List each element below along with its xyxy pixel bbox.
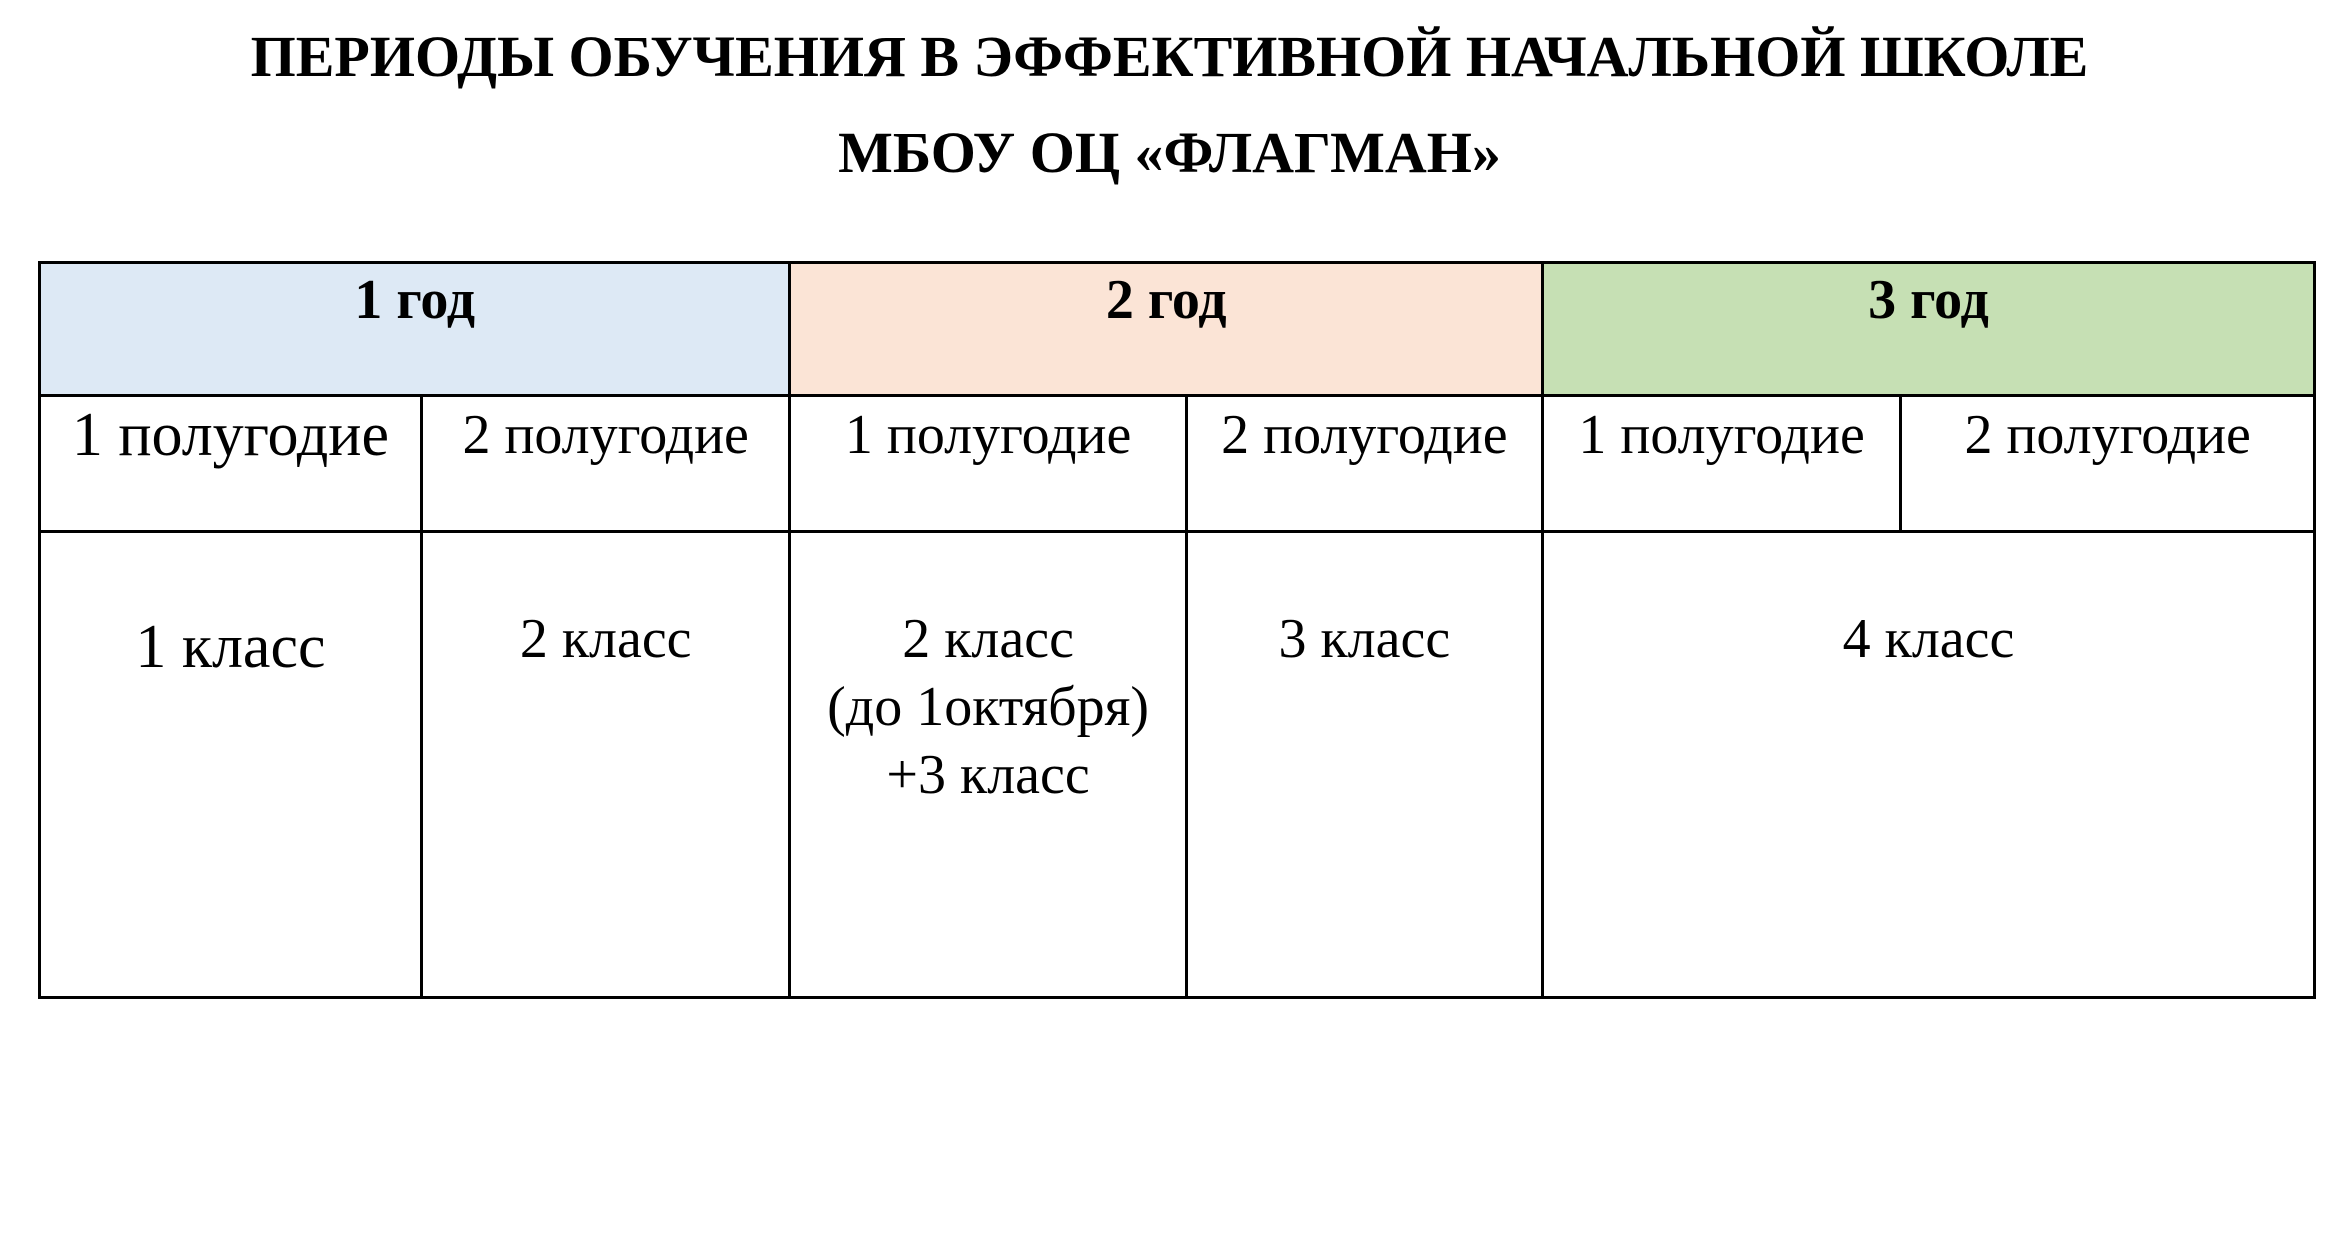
page-subtitle: МБОУ ОЦ «ФЛАГМАН» <box>838 120 1501 185</box>
page-title: ПЕРИОДЫ ОБУЧЕНИЯ В ЭФФЕКТИВНОЙ НАЧАЛЬНОЙ ШКОЛЕ <box>250 24 2089 89</box>
year-1-half-2-class: 2 класс <box>421 532 790 998</box>
year-2-half-1-class <box>790 532 1186 998</box>
year-1-half-1-class: 1 класс <box>40 532 422 998</box>
year-3-half-2: 2 полугодие <box>1901 396 2315 532</box>
class-note: (до 1октября) <box>827 676 1150 738</box>
year-2-half-2: 2 полугодие <box>1186 396 1542 532</box>
year-3-header: 3 год <box>1542 263 2314 396</box>
year-1-half-2: 2 полугодие <box>421 396 790 532</box>
year-2-header: 2 год <box>790 263 1543 396</box>
year-2-half-2-class: 3 класс <box>1186 532 1542 998</box>
half-year-row <box>40 396 2315 532</box>
class-row <box>40 532 2315 998</box>
year-2-half-1: 1 полугодие <box>790 396 1186 532</box>
year-1-half-1: 1 полугодие <box>40 396 422 532</box>
year-3-half-1: 1 полугодие <box>1542 396 1900 532</box>
class-line: +3 класс <box>886 744 1090 806</box>
year-header-row <box>40 263 2315 396</box>
year-1-header: 1 год <box>40 263 790 396</box>
class-line: 2 класс <box>902 608 1074 670</box>
study-periods-table <box>38 261 2316 999</box>
year-3-class: 4 класс <box>1542 532 2314 998</box>
